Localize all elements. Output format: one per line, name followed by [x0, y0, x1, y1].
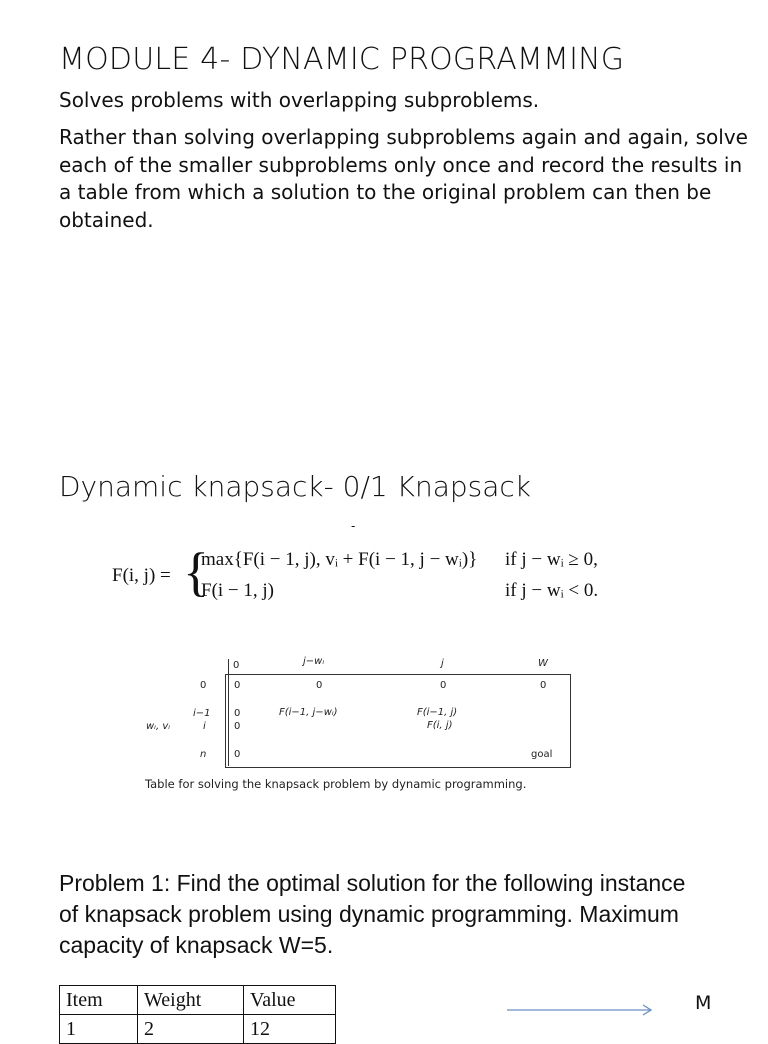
formula-lhs: F(i, j) = — [112, 565, 171, 586]
table-header-cell: Weight — [138, 986, 244, 1015]
items-table — [59, 985, 336, 1044]
dp-cell-zero: 0 — [234, 680, 241, 691]
stray-dash: - — [351, 519, 356, 533]
dp-cell-zero: 0 — [234, 721, 241, 732]
dp-row-label: n — [200, 749, 207, 760]
module-title: MODULE 4- DYNAMIC PROGRAMMING — [59, 42, 625, 77]
dp-table-frame — [225, 674, 571, 768]
formula-case-max: max{F(i − 1, j), vᵢ + F(i − 1, j − wᵢ)} — [201, 549, 478, 570]
table-row — [60, 1015, 336, 1044]
dp-cell-zero: 0 — [316, 680, 323, 691]
dp-row-label: i — [203, 721, 206, 732]
formula-condition-2: if j − wᵢ < 0. — [505, 580, 599, 601]
dp-table-caption: Table for solving the knapsack problem by dynamic programming. — [145, 777, 527, 791]
dp-cell-zero: 0 — [234, 749, 241, 760]
arrow-right-icon — [507, 1003, 655, 1017]
table-cell: 12 — [244, 1015, 336, 1044]
formula-brace: { — [183, 542, 209, 602]
dp-table-divider — [228, 659, 229, 766]
side-letter: M — [695, 992, 712, 1014]
dp-cell-zero: 0 — [234, 708, 241, 719]
intro-line: Solves problems with overlapping subproblems. — [59, 88, 540, 112]
dp-col-header: W — [538, 658, 548, 669]
table-header-row — [60, 986, 336, 1015]
dp-col-header: j — [441, 658, 444, 669]
dp-col-header: 0 — [233, 660, 240, 671]
dp-cell-zero: 0 — [440, 680, 447, 691]
dp-row-label: 0 — [200, 680, 207, 691]
dp-cell-above: F(i−1, j) — [417, 707, 458, 718]
table-header-cell: Item — [60, 986, 138, 1015]
table-cell: 2 — [138, 1015, 244, 1044]
section-heading: Dynamic knapsack- 0/1 Knapsack — [59, 470, 531, 503]
dp-cell-goal: goal — [531, 749, 553, 760]
dp-cell-zero: 0 — [540, 680, 547, 691]
dp-cell-prev-weight: F(i−1, j−wᵢ) — [279, 707, 338, 718]
formula-case-skip: F(i − 1, j) — [201, 580, 274, 601]
dp-item-label: wᵢ, vᵢ — [146, 721, 171, 732]
problem-statement: Problem 1: Find the optimal solution for the following instance of knapsack problem using dynamic programming. Maximum capacity of knapsack W=5. — [59, 870, 686, 958]
formula-condition-1: if j − wᵢ ≥ 0, — [505, 549, 598, 570]
dp-col-header: j−wᵢ — [303, 656, 325, 667]
intro-paragraph: Rather than solving overlapping subproblems again and again, solve each of the smaller subproblems only once and record the results in a table from which a solution to the original problem can then be obtained. — [59, 125, 748, 232]
dp-row-label: i−1 — [193, 708, 211, 719]
table-header-cell: Value — [244, 986, 336, 1015]
dp-cell-current: F(i, j) — [427, 720, 453, 731]
table-cell: 1 — [60, 1015, 138, 1044]
